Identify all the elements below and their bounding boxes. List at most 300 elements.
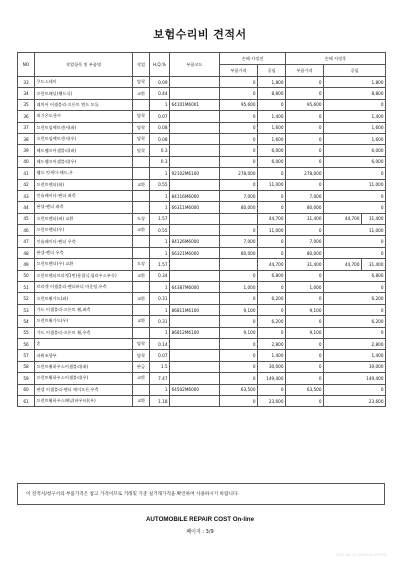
cell-l1: 0 xyxy=(258,304,286,315)
cell-no: 49 xyxy=(18,259,35,270)
cell-p2: 0 xyxy=(286,122,324,133)
cell-p2: 0 xyxy=(286,77,324,88)
cell-no: 33 xyxy=(18,77,35,88)
cell-extra: 31,400 xyxy=(362,213,386,224)
header-no: NO xyxy=(18,53,35,77)
estimate-table xyxy=(17,52,386,407)
cell-l2: 0 xyxy=(324,168,386,179)
cell-l2: 0 xyxy=(324,190,386,201)
cell-p2: 95,600 xyxy=(286,99,324,110)
table-row xyxy=(18,316,386,327)
print-stamp: 2025-08-15 09:05:00 AT405 xyxy=(335,553,386,557)
cell-p1: 0 xyxy=(220,156,258,167)
cell-code xyxy=(170,373,220,384)
cell-no: 41 xyxy=(18,168,35,179)
cell-l2: 1,400 xyxy=(324,111,386,122)
cell-p1: 9,100 xyxy=(220,327,258,338)
cell-hqr: 0.09 xyxy=(150,77,170,88)
cell-code xyxy=(170,145,220,156)
cell-p2: 0 xyxy=(286,316,324,327)
table-row xyxy=(18,99,386,110)
cell-hqr: 0.3 xyxy=(150,156,170,167)
cell-no: 37 xyxy=(18,122,35,133)
cell-code xyxy=(170,259,220,270)
cell-l2: 149,400 xyxy=(324,373,386,384)
cell-desc: 가드 어셈블리-프론트 휠,좌측 xyxy=(35,304,133,315)
table-row xyxy=(18,156,386,167)
table-row xyxy=(18,225,386,236)
cell-p1: 1,000 xyxy=(220,282,258,293)
cell-p1: 80,000 xyxy=(220,202,258,213)
cell-work xyxy=(133,282,150,293)
cell-l2: 0 xyxy=(324,236,386,247)
cell-l2: 6,200 xyxy=(324,293,386,304)
cell-l1: 6,800 xyxy=(258,270,286,281)
table-row xyxy=(18,304,386,315)
cell-desc: 프런트휠가드(좌) xyxy=(35,293,133,304)
cell-l1: 6,200 xyxy=(258,293,286,304)
cell-desc: 판넬-펜더 좌측 xyxy=(35,202,133,213)
cell-l1: 44,700 xyxy=(258,213,286,224)
cell-code: 84116M6000 xyxy=(170,190,220,201)
cell-work xyxy=(133,168,150,179)
cell-l1: 6,200 xyxy=(258,316,286,327)
cell-hqr: 1 xyxy=(150,384,170,395)
table-row xyxy=(18,213,386,224)
cell-p2: 0 xyxy=(286,179,324,190)
cell-code xyxy=(170,225,220,236)
cell-no: 61 xyxy=(18,395,35,406)
cell-work xyxy=(133,236,150,247)
cell-work xyxy=(133,384,150,395)
cell-work: 도장 xyxy=(133,213,150,224)
cell-p1: 0 xyxy=(220,395,258,406)
cell-work: 교환 xyxy=(133,293,150,304)
table-row xyxy=(18,259,386,270)
cell-p1: 0 xyxy=(220,225,258,236)
header-after-assessment: 손해 사정후 xyxy=(286,53,386,65)
cell-l1: 0 xyxy=(258,190,286,201)
cell-p1: 0 xyxy=(220,111,258,122)
cell-code xyxy=(170,77,220,88)
notice-text: 이 견적서/청구서의 부품가격은 참고 가격이므로 거래및 기준 실거래가격을 확인하여 사용하시기 바랍니다. xyxy=(17,483,385,505)
cell-no: 43 xyxy=(18,190,35,201)
cell-p1: 95,600 xyxy=(220,99,258,110)
header-part-code: 부품코드 xyxy=(170,53,220,77)
cell-work: 탈착 xyxy=(133,350,150,361)
cell-work: 교환 xyxy=(133,316,150,327)
cell-no: 39 xyxy=(18,145,35,156)
cell-no: 51 xyxy=(18,282,35,293)
cell-l1: 0 xyxy=(258,282,286,293)
cell-desc: 외기온도센서 xyxy=(35,111,133,122)
cell-p2: 31,400 xyxy=(286,259,324,270)
cell-l2: 30,000 xyxy=(324,361,386,372)
cell-desc: 프런트휠하우스어셈블리(좌) xyxy=(35,361,133,372)
cell-code: 66311M6000 xyxy=(170,202,220,213)
cell-p2: 7,000 xyxy=(286,190,324,201)
cell-l2: 1,600 xyxy=(324,133,386,144)
cell-work xyxy=(133,190,150,201)
cell-desc: 쿠드스테이 xyxy=(35,77,133,88)
cell-hqr: 0.14 xyxy=(150,338,170,349)
cell-p1: 0 xyxy=(220,122,258,133)
table-row xyxy=(18,133,386,144)
cell-p1: 0 xyxy=(220,133,258,144)
cell-l1: 0 xyxy=(258,168,286,179)
cell-no: 60 xyxy=(18,384,35,395)
cell-desc: 프런트펜더(우) 교환 xyxy=(35,259,133,270)
cell-no: 55 xyxy=(18,327,35,338)
cell-work xyxy=(133,99,150,110)
cell-work: 탈착 xyxy=(133,133,150,144)
cell-work: 교환 xyxy=(133,179,150,190)
cell-p2: 9,100 xyxy=(286,327,324,338)
cell-hqr: 1.57 xyxy=(150,259,170,270)
cell-l2: 0 xyxy=(324,282,386,293)
table-row xyxy=(18,202,386,213)
cell-hqr: 0.55 xyxy=(150,225,170,236)
cell-desc: 프런트펜더(좌) 교환 xyxy=(35,213,133,224)
cell-code xyxy=(170,156,220,167)
cell-no: 59 xyxy=(18,373,35,384)
cell-l1: 0 xyxy=(258,247,286,258)
cell-hqr: 0.34 xyxy=(150,270,170,281)
header-labor-after: 공임 xyxy=(324,65,386,77)
cell-l1: 6,000 xyxy=(258,156,286,167)
cell-l1: 8,800 xyxy=(258,88,286,99)
cell-hqr: 1.57 xyxy=(150,213,170,224)
cell-l1: 11,000 xyxy=(258,179,286,190)
cell-p2: 278,000 xyxy=(286,168,324,179)
cell-l2: 6,800 xyxy=(324,270,386,281)
cell-work xyxy=(133,202,150,213)
cell-hqr: 1 xyxy=(150,202,170,213)
cell-work xyxy=(133,247,150,258)
cell-l2: 1,800 xyxy=(324,77,386,88)
table-row xyxy=(18,361,386,372)
cell-hqr: 1.18 xyxy=(150,395,170,406)
header-hqr: H,Q,% xyxy=(150,53,170,77)
table-row xyxy=(18,270,386,281)
cell-p2: 7,000 xyxy=(286,236,324,247)
cell-desc: 헤드램프어셈블리(우) xyxy=(35,156,133,167)
cell-l2: 44,700 xyxy=(324,259,362,270)
cell-l2: 11,000 xyxy=(324,179,386,190)
cell-p2: 0 xyxy=(286,270,324,281)
cell-l1: 1,400 xyxy=(258,111,286,122)
cell-desc: 램프 엇세이-헤드,우 xyxy=(35,168,133,179)
cell-hqr: 1 xyxy=(150,327,170,338)
cell-p2: 1,000 xyxy=(286,282,324,293)
cell-l1: 23,600 xyxy=(258,395,286,406)
cell-code xyxy=(170,338,220,349)
cell-l1: 1,400 xyxy=(258,350,286,361)
cell-l1: 0 xyxy=(258,99,286,110)
header-work: 작업 xyxy=(133,53,150,77)
cell-no: 47 xyxy=(18,236,35,247)
cell-p1: 7,000 xyxy=(220,236,258,247)
cell-code: 86812M6100 xyxy=(170,327,220,338)
cell-desc: 프런트휠가드(우) xyxy=(35,316,133,327)
cell-work: 교환 xyxy=(133,395,150,406)
cell-work: 도장 xyxy=(133,259,150,270)
cell-work: 탈착 xyxy=(133,77,150,88)
cell-code: 66321M6000 xyxy=(170,247,220,258)
cell-p1: 80,000 xyxy=(220,247,258,258)
cell-work: 탈착 xyxy=(133,145,150,156)
cell-p2: 0 xyxy=(286,338,324,349)
cell-l2: 0 xyxy=(324,304,386,315)
cell-l1: 30,000 xyxy=(258,361,286,372)
cell-p1: 7,000 xyxy=(220,190,258,201)
cell-hqr: 7.47 xyxy=(150,373,170,384)
cell-no: 40 xyxy=(18,156,35,167)
cell-extra: 31,400 xyxy=(362,259,386,270)
cell-p1: 0 xyxy=(220,270,258,281)
cell-p2: 0 xyxy=(286,293,324,304)
cell-p1: 0 xyxy=(220,316,258,327)
cell-no: 56 xyxy=(18,338,35,349)
table-row xyxy=(18,236,386,247)
table-row xyxy=(18,88,386,99)
cell-code xyxy=(170,350,220,361)
cell-desc: 프런트임팩트센서(우) xyxy=(35,133,133,144)
cell-l1: 1,600 xyxy=(258,133,286,144)
cell-no: 38 xyxy=(18,133,35,144)
cell-hqr: 0.07 xyxy=(150,111,170,122)
cell-no: 36 xyxy=(18,111,35,122)
cell-p2: 9,100 xyxy=(286,304,324,315)
cell-work xyxy=(133,156,150,167)
cell-p2: 0 xyxy=(286,145,324,156)
cell-no: 34 xyxy=(18,88,35,99)
cell-code: 86811M6100 xyxy=(170,304,220,315)
cell-desc: 프런트휠하우스어셈블리(우) xyxy=(35,373,133,384)
cell-hqr: 0.31 xyxy=(150,293,170,304)
cell-l2: 6,000 xyxy=(324,145,386,156)
cell-p1: 0 xyxy=(220,88,258,99)
cell-hqr: 0.55 xyxy=(150,179,170,190)
cell-l1: 2,800 xyxy=(258,338,286,349)
cell-work: 교환 xyxy=(133,270,150,281)
cell-p1: 9,100 xyxy=(220,304,258,315)
cell-code: 84126M6000 xyxy=(170,236,220,247)
cell-p2: 0 xyxy=(286,350,324,361)
cell-hqr: 1 xyxy=(150,190,170,201)
cell-p1: 0 xyxy=(220,338,258,349)
cell-no: 48 xyxy=(18,247,35,258)
cell-p1: 0 xyxy=(220,373,258,384)
cell-no: 44 xyxy=(18,202,35,213)
cell-code xyxy=(170,122,220,133)
cell-code: 92102M6100 xyxy=(170,168,220,179)
cell-l2: 44,700 xyxy=(324,213,362,224)
cell-work xyxy=(133,327,150,338)
cell-p1: 0 xyxy=(220,77,258,88)
header-description: 작업항목 및 부품명 xyxy=(35,53,133,77)
table-row xyxy=(18,145,386,156)
cell-l1: 0 xyxy=(258,327,286,338)
cell-code: 64502M6000 xyxy=(170,384,220,395)
cell-l2: 8,800 xyxy=(324,88,386,99)
cell-code xyxy=(170,133,220,144)
header-part-price-before: 부품가격 xyxy=(220,65,258,77)
cell-l2: 6,000 xyxy=(324,156,386,167)
cell-l1: 0 xyxy=(258,384,286,395)
cell-l1: 1,600 xyxy=(258,122,286,133)
table-row xyxy=(18,190,386,201)
cell-l2: 1,600 xyxy=(324,122,386,133)
table-row xyxy=(18,179,386,190)
cell-p2: 80,000 xyxy=(286,202,324,213)
header-labor-before: 공임 xyxy=(258,65,286,77)
cell-no: 42 xyxy=(18,179,35,190)
header-part-price-after: 부품가격 xyxy=(286,65,324,77)
cell-hqr: 1 xyxy=(150,236,170,247)
cell-code xyxy=(170,88,220,99)
cell-p1: 0 xyxy=(220,293,258,304)
cell-p1: 0 xyxy=(220,179,258,190)
cell-work: 탈착 xyxy=(133,122,150,133)
table-row xyxy=(18,122,386,133)
cell-l2: 23,600 xyxy=(324,395,386,406)
cell-p2: 0 xyxy=(286,88,324,99)
cell-desc: 파워조향부 xyxy=(35,350,133,361)
cell-p2: 0 xyxy=(286,225,324,236)
cell-p1: 0 xyxy=(220,350,258,361)
cell-work: 교환 xyxy=(133,373,150,384)
cell-desc: 인슐레이터-펜더 좌측 xyxy=(35,190,133,201)
cell-desc: 가드 어셈블리-프론트 휠,우측 xyxy=(35,327,133,338)
cell-hqr: 0.08 xyxy=(150,133,170,144)
cell-hqr: 1 xyxy=(150,168,170,179)
cell-code xyxy=(170,179,220,190)
table-row xyxy=(18,77,386,88)
table-row xyxy=(18,168,386,179)
cell-l2: 11,000 xyxy=(324,225,386,236)
footer-title: AUTOMOBILE REPAIR COST On-line xyxy=(145,516,255,523)
cell-hqr: 1 xyxy=(150,99,170,110)
cell-desc: 판넬-펜더 우측 xyxy=(35,247,133,258)
table-row xyxy=(18,373,386,384)
cell-p2: 0 xyxy=(286,361,324,372)
cell-code xyxy=(170,270,220,281)
cell-p2: 63,500 xyxy=(286,384,324,395)
table-row xyxy=(18,293,386,304)
cell-desc: 프런트임팩트센서(좌) xyxy=(35,122,133,133)
cell-l2: 2,800 xyxy=(324,338,386,349)
cell-l2: 0 xyxy=(324,202,386,213)
cell-l1: 1,800 xyxy=(258,77,286,88)
cell-desc: 프런트패널(웰드식) xyxy=(35,88,133,99)
cell-p2: 0 xyxy=(286,395,324,406)
cell-l2: 1,400 xyxy=(324,350,386,361)
cell-hqr: 0.31 xyxy=(150,316,170,327)
cell-hqr: 0.44 xyxy=(150,88,170,99)
cell-desc: 프런트휠하우스패널(바우터)(우) xyxy=(35,395,133,406)
cell-l1: 6,000 xyxy=(258,145,286,156)
table-row xyxy=(18,327,386,338)
cell-no: 50 xyxy=(18,270,35,281)
cell-desc: 헤드램프어셈블리(좌) xyxy=(35,145,133,156)
cell-desc: 브라켓 어셈블리-펜더바디 마운팅,우측 xyxy=(35,282,133,293)
table-row xyxy=(18,350,386,361)
cell-p2: 0 xyxy=(286,156,324,167)
table-row xyxy=(18,384,386,395)
cell-desc: 혼 xyxy=(35,338,133,349)
cell-hqr: 1.5 xyxy=(150,361,170,372)
cell-l1: 0 xyxy=(258,202,286,213)
cell-p1 xyxy=(220,213,258,224)
cell-work xyxy=(133,304,150,315)
table-row xyxy=(18,282,386,293)
cell-work: 탈착 xyxy=(133,338,150,349)
cell-no: 46 xyxy=(18,225,35,236)
cell-l1: 44,700 xyxy=(258,259,286,270)
cell-p1: 278,000 xyxy=(220,168,258,179)
cell-code xyxy=(170,293,220,304)
cell-code: 64387M6000 xyxy=(170,282,220,293)
page-number: 페이지 : 3/9 xyxy=(186,529,214,535)
cell-desc: 래치어 어셈블리-프론트 엔드 모듈 xyxy=(35,99,133,110)
cell-l1: 11,000 xyxy=(258,225,286,236)
cell-code xyxy=(170,361,220,372)
cell-desc: 인슐레이터-펜더 우측 xyxy=(35,236,133,247)
table-row xyxy=(18,338,386,349)
cell-no: 52 xyxy=(18,293,35,304)
cell-no: 45 xyxy=(18,213,35,224)
cell-code xyxy=(170,213,220,224)
cell-p2: 80,000 xyxy=(286,247,324,258)
cell-l2: 0 xyxy=(324,247,386,258)
cell-p2: 0 xyxy=(286,133,324,144)
header-before-assessment: 손해 사정전 xyxy=(220,53,286,65)
cell-desc: 판넬 어셈블리-펜더 에이프론,우측 xyxy=(35,384,133,395)
cell-code: 64101M6001 xyxy=(170,99,220,110)
cell-p1: 63,500 xyxy=(220,384,258,395)
cell-desc: 프런트펜더(좌) xyxy=(35,179,133,190)
cell-l2: 0 xyxy=(324,99,386,110)
document-title: 보험수리비 견적서 xyxy=(153,28,247,41)
cell-hqr: 1 xyxy=(150,247,170,258)
cell-work: 교환 xyxy=(133,225,150,236)
cell-code xyxy=(170,395,220,406)
cell-work: 교환 xyxy=(133,88,150,99)
cell-no: 35 xyxy=(18,99,35,110)
cell-desc: 프런트펜더브라켓1번(용접식,필라우스부속) xyxy=(35,270,133,281)
cell-work: 판금 xyxy=(133,361,150,372)
cell-p1: 0 xyxy=(220,145,258,156)
cell-l2: 0 xyxy=(324,384,386,395)
cell-p1: 0 xyxy=(220,361,258,372)
cell-no: 53 xyxy=(18,304,35,315)
cell-l1: 149,400 xyxy=(258,373,286,384)
cell-l1: 0 xyxy=(258,236,286,247)
cell-p2: 0 xyxy=(286,111,324,122)
cell-l2: 6,200 xyxy=(324,316,386,327)
cell-p2: 31,400 xyxy=(286,213,324,224)
cell-no: 54 xyxy=(18,316,35,327)
cell-p2: 0 xyxy=(286,373,324,384)
cell-no: 57 xyxy=(18,350,35,361)
cell-work: 탈착 xyxy=(133,111,150,122)
cell-hqr: 1 xyxy=(150,304,170,315)
cell-hqr: 0.08 xyxy=(150,122,170,133)
table-row xyxy=(18,247,386,258)
cell-hqr: 0.07 xyxy=(150,350,170,361)
cell-code xyxy=(170,111,220,122)
